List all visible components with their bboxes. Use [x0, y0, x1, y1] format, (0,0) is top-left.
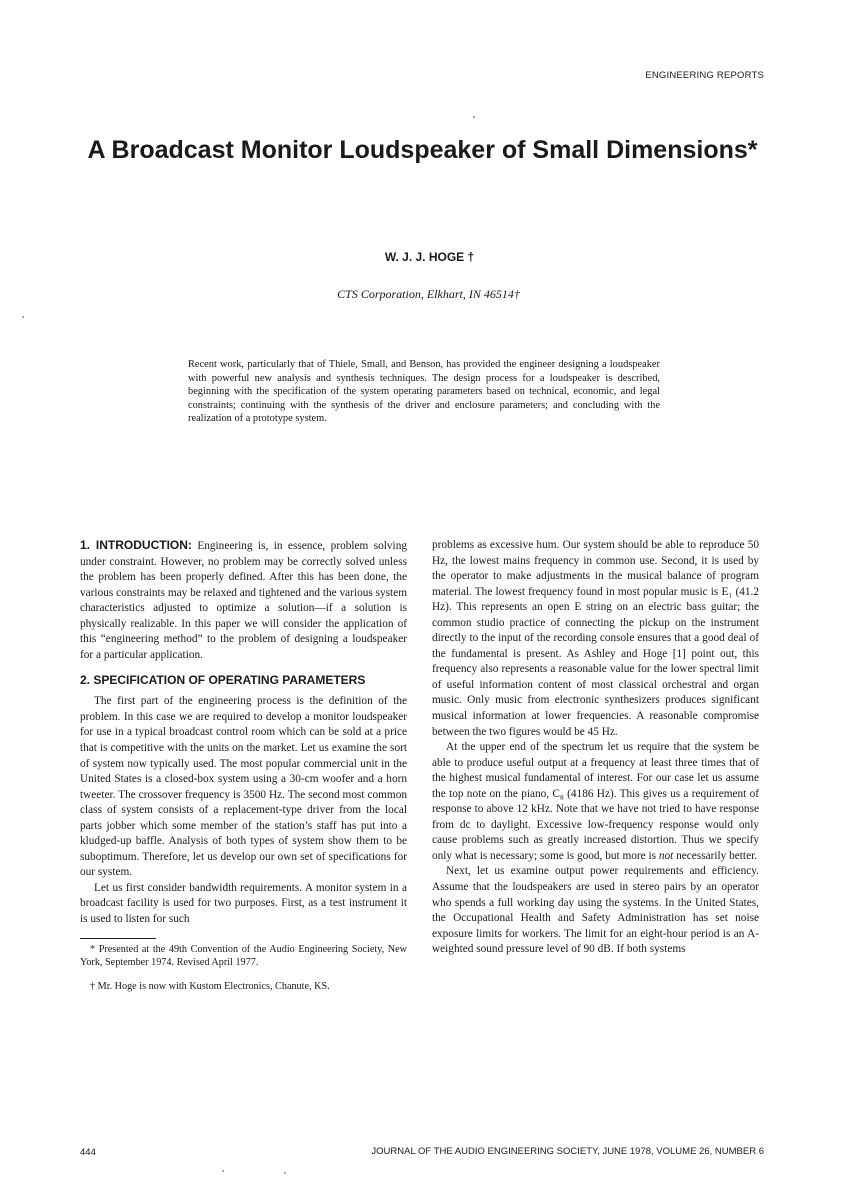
emphasis-text: not — [658, 849, 674, 862]
footnote-divider — [80, 938, 156, 939]
author-name: W. J. J. HOGE † — [384, 250, 475, 264]
body-paragraph — [432, 740, 759, 864]
body-paragraph: Next, let us examine output power requirements and efficiency. Assume that the loudspeakers are used in stereo pairs by an operator who spends a full working day using the systems. In the United States, the Occupational Health and Safety Administration has set noise exposure limits for workers. The limit for an eight-hour period is an A-weighted sound pressure level of 90 dB. If both systems — [432, 865, 759, 956]
journal-footer: JOURNAL OF THE AUDIO ENGINEERING SOCIETY, JUNE 1978, VOLUME 26, NUMBER 6 — [371, 1146, 764, 1157]
body-text: necessarily better. — [676, 849, 758, 862]
page-number: 444 — [80, 1147, 96, 1158]
scan-speck — [473, 116, 475, 118]
scan-speck — [284, 1172, 286, 1174]
introduction-paragraph — [80, 538, 407, 663]
running-head: ENGINEERING REPORTS — [645, 70, 764, 81]
right-column — [432, 538, 759, 958]
body-paragraph: The first part of the engineering process is the definition of the problem. In this case we are required to develop a monitor loudspeaker for use in a typical broadcast control room which can be sold at a price that is competitive with the units on the market. Let us examine the sort of system now typically used. The most popular commercial unit in the United States is a closed-box system using a 30-cm woofer and a horn tweeter. The crossover frequency is 3500 Hz. The second most common class of system consists of a replacement-type driver from the local parts jobber which some member of the station’s staff has put into a kludged-up baffle. Analysis of both types of system show them to be suboptimum. Therefore, let us develop our own set of specifications for our system. — [80, 695, 407, 879]
left-column — [80, 538, 407, 993]
paper-title: A Broadcast Monitor Loudspeaker of Small Dimensions* — [87, 136, 758, 164]
section-heading-specification: 2. SPECIFICATION OF OPERATING PARAMETERS — [80, 673, 366, 688]
abstract: Recent work, particularly that of Thiele, Small, and Benson, has provided the engineer designing a loudspeaker with powerful new analysis and synthesis techniques. The design process for a loudspeaker is described, beginning with the specification of the system operating parameters based on technical, economic, and legal constraints; continuing with the synthesis of the driver and enclosure parameters; and concluding with the realization of a prototype system. — [188, 359, 660, 425]
footnote-author-note: † Mr. Hoge is now with Kustom Electronics, Chanute, KS. — [90, 980, 330, 992]
footnote-presented: * Presented at the 49th Convention of the Audio Engineering Society, New York, September 1974. Revised April 1977. — [80, 943, 407, 968]
scan-speck — [22, 316, 24, 318]
scan-speck — [222, 1170, 224, 1172]
body-text: At the upper end of the spectrum let us require that the system be able to produce useful output at a frequency at least three times that of the highest musical fundamental of interest. For our case let us assume the top note on the piano, C₈ (4186 Hz). This gives us a requirement of response to above 12 kHz. Note that we have not tried to have response from dc to daylight. Excessive low-frequency response would only cause problems such as greatly increased distortion. Thus we specify only what is necessary; some is good, but more is — [432, 741, 759, 862]
introduction-text: Engineering is, in essence, problem solving under constraint. However, no problem may be correctly solved unless the problem has been properly defined. After this has been done, the various constraints may be relaxed and tightened and the various system characteristics adjusted to optimize a solution—if a solution is physically realizable. In this paper we will consider the application of this “engineering method” to the problem of designing a loudspeaker for a particular application. — [80, 540, 407, 661]
author-affiliation: CTS Corporation, Elkhart, IN 46514† — [337, 287, 520, 301]
introduction-heading: 1. INTRODUCTION: — [80, 538, 192, 552]
body-paragraph: Let us first consider bandwidth requirements. A monitor system in a broadcast facility is used for two purposes. First, as a test instrument it is used to listen for such — [80, 881, 407, 926]
body-paragraph: problems as excessive hum. Our system should be able to reproduce 50 Hz, the lowest mains frequency in common use. Second, it is used by the operator to make adjustments in the musical balance of program material. The lowest frequency found in most popular music is E₁ (41.2 Hz). This represents an open E string on an electric bass guitar; the common studio practice of connecting the pickup on the instrument directly to the input of the recording console ensures that a good deal of the fundamental is present. As Ashley and Hoge [1] point out, this frequency also represents a reasonable value for the lower spectral limit of useful information content of most classical orchestral and organ music. Only music from electronic synthesizers produces significant musical information at lower frequencies. A reasonable compromise between the two figures would be 45 Hz. — [432, 539, 759, 738]
